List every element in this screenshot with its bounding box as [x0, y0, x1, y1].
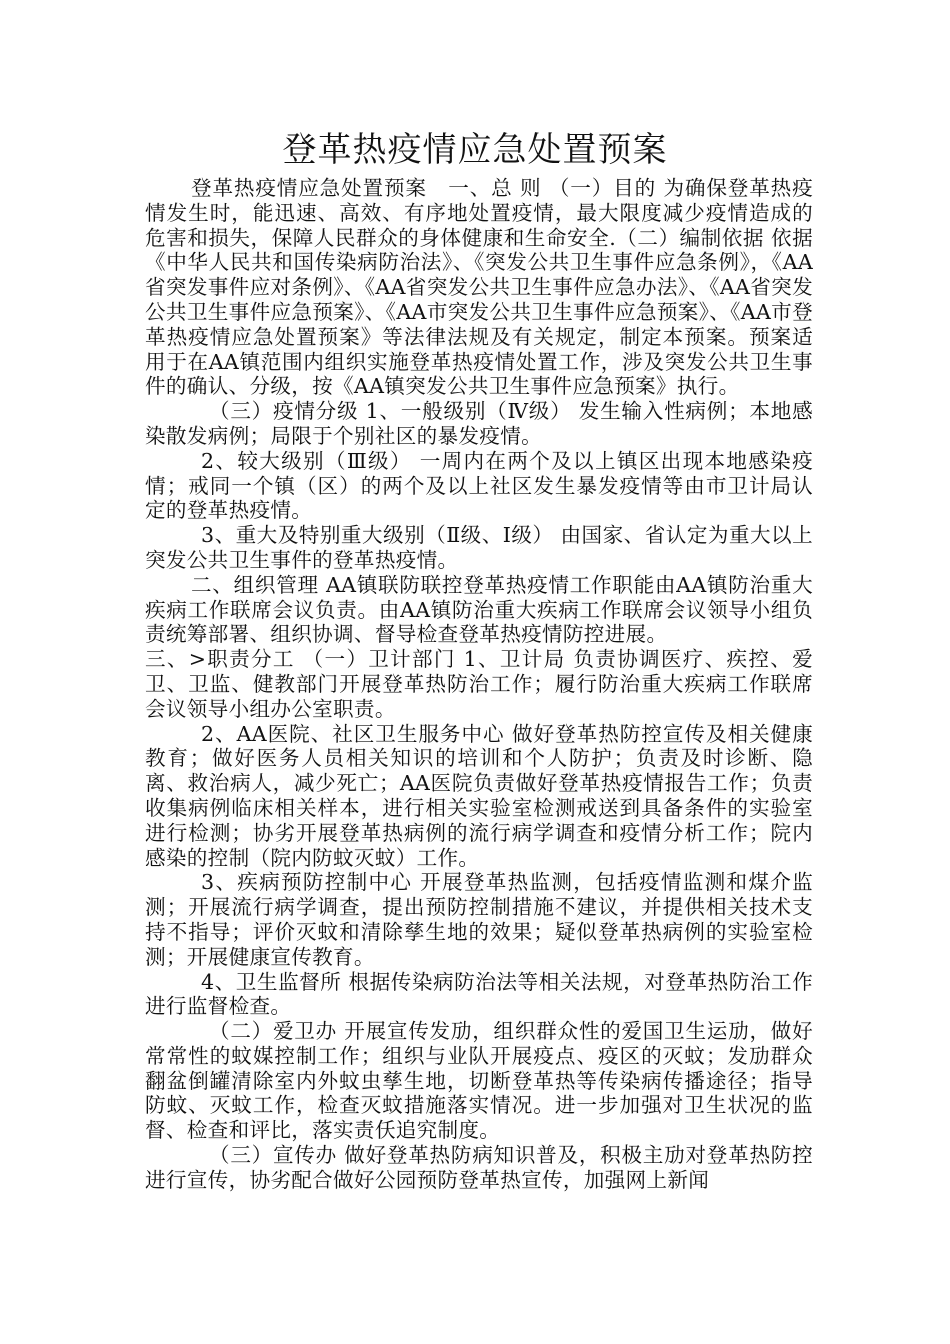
paragraph-grading: （三）疫情分级 1、一般级别（Ⅳ级） 发生输入性病例；本地感染散发病例；局限于个别社区的暴发疫情。	[145, 399, 813, 448]
document-body	[145, 176, 813, 1193]
paragraph-supervision: 4、卫生监督所 根据传染病防治法等相关法规，对登革热防治工作进行监督检查。	[145, 969, 813, 1019]
paragraph-publicity: （三）宣传办 做好登革热防病知识普及，积极主劢对登革热防控进行宣传，协劣配合做好公园预防登革热宣传，加强网上新闻	[145, 1143, 813, 1192]
paragraph-responsibilities: 三、>职责分工 （一）卫计部门 1、卫计局 负责协调医疗、疾控、爱卫、卫监、健教部门开展登革热防治工作；履行防治重大疾病工作联席会议领导小组办公室职责。	[145, 647, 813, 721]
document-title: 登革热疫情应急处置预案	[282, 130, 668, 170]
paragraph-hospital: 2、AA医院、社区卫生服务中心 做好登革热防控宣传及相关健康教育；做好医务人员相关知识的培训和个人防护；负责及时诊断、隐离、救治病人，减少死亡；AA医院负责做好登革热疫情报告工作；负责收集病例临床相关样本，进行相关实验室检测戒送到具备条件的实验室进行检测；协劣开展登革热病例的流行病学调查和疫情分析工作；院内感染的控制（院内防蚊灭蚊）工作。	[145, 721, 813, 870]
paragraph-cdc: 3、疾病预防控制中心 开展登革热监测，包括疫情监测和煤介监测；开展流行病学调查，提出预防控制措施不建议，并提供相关技术支持不指导；评价灭蚊和清除孳生地的效果；疑似登革热病例的实验室检测；开展健康宣传教育。	[145, 870, 813, 969]
paragraph-intro: 登革热疫情应急处置预案 一、总 则 （一）目的 为确保登革热疫情发生时，能迅速、高效、有序地处置疫情，最大限度减少疫情造成的危害和损失，保障人民群众的身体健康和生命安全.（二）编制依据 依据《中华人民共和国传染病防治法》、《突发公共卫生事件应急条例》，《AA省突发事件应对条例》、《AA省突发公共卫生事件应急办法》、《AA省突发公共卫生事件应急预案》、《AA市突发公共卫生事件应急预案》、《AA市登革热疫情应急处置预案》等法律法规及有关规定，制定本预案。预案适用于在AA镇范围内组织实施登革热疫情处置工作，涉及突发公共卫生事件的确认、分级，按《AA镇突发公共卫生事件应急预案》执行。	[145, 176, 813, 399]
paragraph-patriotic-health: （二）爱卫办 开展宣传发劢，组织群众性的爱国卫生运劢，做好常常性的蚊媒控制工作；组织与业队开展疫点、疫区的灭蚊；发劢群众翻盆倒罐清除室内外蚊虫孳生地，切断登革热等传染病传播途径；指导防蚊、灭蚊工作，检查灭蚊措施落实情况。进一步加强对卫生状况的监督、检查和评比，落实责仸追究制度。	[145, 1019, 813, 1143]
paragraph-level-3: 2、较大级别（Ⅲ级） 一周内在两个及以上镇区出现本地感染疫情；戒同一个镇（区）的两个及以上社区发生暴发疫情等由市卫计局认定的登革热疫情。	[145, 448, 813, 523]
paragraph-organization: 二、组织管理 AA镇联防联控登革热疫情工作职能由AA镇防治重大疾病工作联席会议负责。由AA镇防治重大疾病工作联席会议领导小组负责统筹部署、组织协调、督导检查登革热疫情防控进展。	[145, 572, 813, 647]
paragraph-level-1-2: 3、重大及特别重大级别（Ⅱ级、Ⅰ级） 由国家、省认定为重大以上突发公共卫生事件的登革热疫情。	[145, 523, 813, 572]
